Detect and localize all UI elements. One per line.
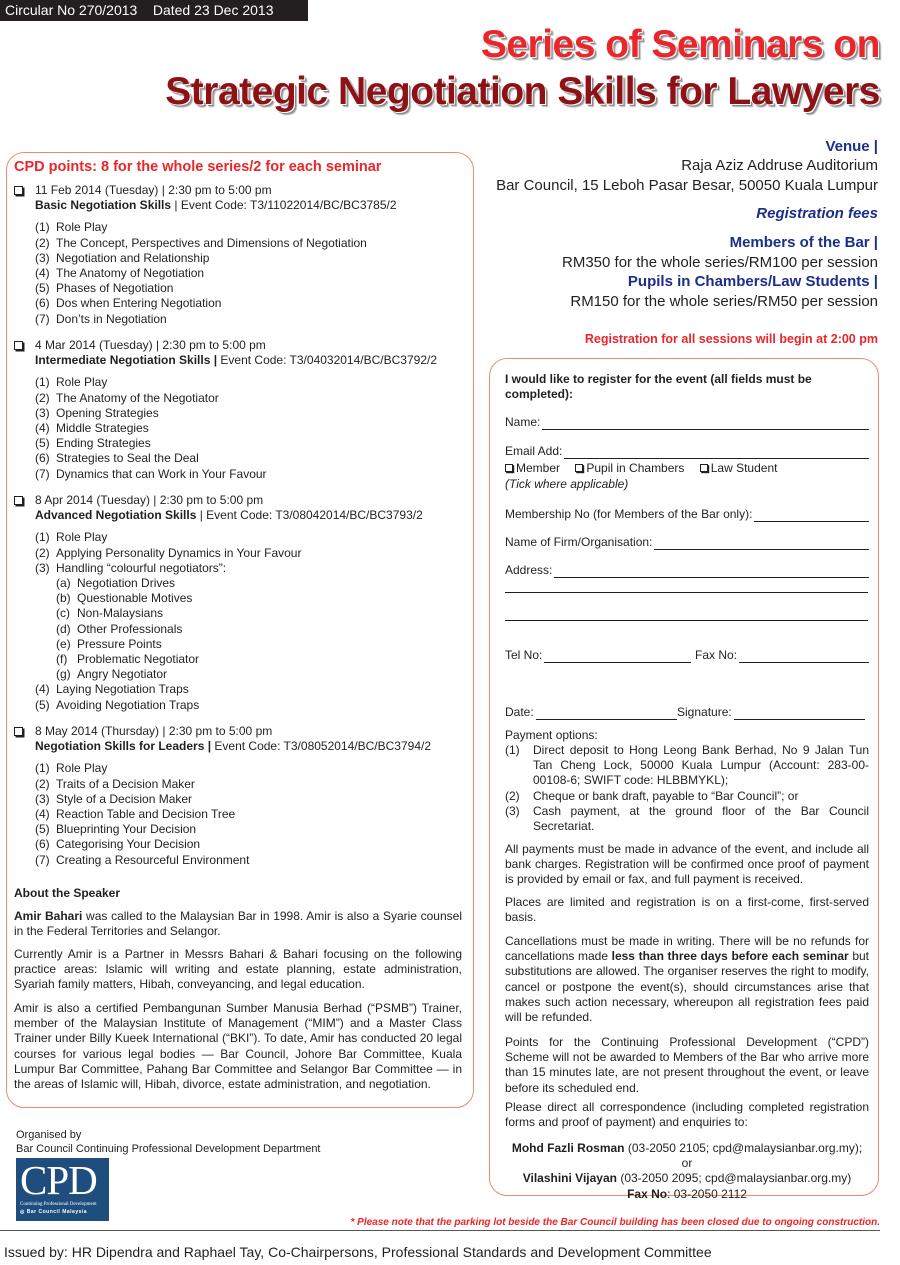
- seminar-name: Advanced Negotiation Skills: [35, 508, 197, 523]
- members-fee-heading: Members of the Bar |: [729, 234, 878, 251]
- membership-input-line[interactable]: [754, 510, 869, 522]
- pupils-fee-value: RM150 for the whole series/RM50 per session: [570, 293, 878, 310]
- topic-item: (6) Strategies to Seal the Deal: [35, 451, 199, 466]
- topic-item: (3) Opening Strategies: [35, 405, 159, 420]
- footer-divider: [0, 1230, 880, 1231]
- organiser-department: Bar Council Continuing Professional Development Department: [16, 1143, 321, 1155]
- speaker-para-3: Amir is also a certified Pembangunan Sumber Manusia Berhad (“PSMB”) Trainer, member of the Malaysian Institute of Management (“MIM”) and a Master Class Trainer under Billy Kueek International (“BKI”). To date, Amir has conducted 20 legal courses for various legal bodies — Bar Council, Johore Bar Committee, Kuala Lumpur Bar Committee, Pahang Bar Committee and Selangor Bar Committee — in the areas of Islamic will, Hibah, divorce, estate administration, and negotiation.: [14, 1001, 462, 1092]
- seminar-schedule: 8 Apr 2014 (Tuesday) | 2:30 pm to 5:00 pm: [35, 493, 264, 507]
- name-field[interactable]: Name:: [505, 415, 869, 430]
- topic-item: (1) Role Play: [35, 375, 108, 390]
- payment-option: (3) Cash payment, at the ground floor of the Bar Council Secretariat.: [505, 803, 869, 834]
- firm-input-line[interactable]: [654, 538, 869, 550]
- circular-banner: [0, 0, 308, 21]
- topic-item: (1) Role Play: [35, 530, 108, 545]
- topic-list: [14, 375, 437, 481]
- topic-item: (4) The Anatomy of Negotiation: [35, 266, 205, 281]
- issued-by: Issued by: HR Dipendra and Raphael Tay, Co-Chairpersons, Professional Standards and Development Committee: [4, 1244, 712, 1260]
- fax-input-line[interactable]: [739, 651, 869, 663]
- circular-date: Dated 23 Dec 2013: [152, 2, 274, 18]
- topic-list: [14, 530, 423, 712]
- subtopic-item: (g) Angry Negotiator: [56, 667, 168, 682]
- registration-start-note: Registration for all sessions will begin at 2:00 pm: [584, 332, 878, 346]
- topic-item: (3) Handling “colourful negotiators”:: [35, 560, 227, 575]
- subtopic-item: (e) Pressure Points: [56, 636, 162, 651]
- topic-list: [14, 220, 397, 326]
- topic-item: (2) The Concept, Perspectives and Dimensions of Negotiation: [35, 235, 367, 250]
- venue-heading: Venue |: [825, 138, 878, 155]
- speaker-para-2: Currently Amir is a Partner in Messrs Bahari & Bahari focusing on the following practice areas: Islamic will writing and estate planning, estate administration, Syariah family matters, Hibah, conveyancing, and legal education.: [14, 947, 462, 992]
- name-input-line[interactable]: [542, 418, 869, 430]
- venue-line-2: Bar Council, 15 Leboh Pasar Besar, 50050 Kuala Lumpur: [496, 177, 878, 194]
- law-student-checkbox[interactable]: Law Student: [700, 461, 778, 476]
- topic-item: (6) Categorising Your Decision: [35, 837, 201, 852]
- payment-options-list: [505, 743, 869, 834]
- correspondence-note: Please direct all correspondence (including completed registration forms and proof of payment) and enquiries to:: [505, 1100, 869, 1130]
- topic-item: (5) Phases of Negotiation: [35, 281, 174, 296]
- event-code: | Event Code: T3/11022014/BC/BC3785/2: [171, 198, 397, 213]
- seminar-schedule: 8 May 2014 (Thursday) | 2:30 pm to 5:00 pm: [35, 724, 273, 738]
- payment-heading: Payment options:: [505, 728, 598, 742]
- topic-item: (2) Applying Personality Dynamics in Your Favour: [35, 545, 302, 560]
- tel-field[interactable]: Tel No:: [505, 648, 691, 663]
- checkbox-icon: [14, 727, 23, 736]
- contact-2: Vilashini Vijayan (03-2050 2095; cpd@malaysianbar.org.my): [522, 1171, 852, 1186]
- payment-option: (2) Cheque or bank draft, payable to “Bar Council”; or: [505, 788, 799, 803]
- fax-field[interactable]: Fax No:: [695, 648, 869, 663]
- topic-item: (1) Role Play: [35, 220, 108, 235]
- speaker-para-1: Amir Bahari was called to the Malaysian Bar in 1998. Amir is also a Syarie counsel in the Federal Territories and Selangor.: [14, 909, 462, 939]
- topic-item: (2) The Anatomy of the Negotiator: [35, 390, 219, 405]
- subtopic-item: (a) Negotiation Drives: [56, 576, 176, 591]
- cancellation-note: Cancellations must be made in writing. There will be no refunds for cancellations made less than three days before each seminar but substitutions are allowed. The organiser reserves the right to modify, cancel or postpone the event(s), should circumstances arise that makes such action necessary, whereupon all registration fees paid will be refunded.: [505, 934, 870, 1025]
- cpd-logo: CPD Continuing Professional Development ◎ Bar Council Malaysia: [16, 1158, 109, 1221]
- topic-item: (3) Negotiation and Relationship: [35, 250, 210, 265]
- checkbox-icon: [14, 341, 23, 350]
- pupils-fee-heading: Pupils in Chambers/Law Students |: [627, 273, 878, 290]
- event-code: Event Code: T3/04032014/BC/BC3792/2: [217, 353, 437, 368]
- topic-item: (3) Style of a Decision Maker: [35, 791, 193, 806]
- tel-input-line[interactable]: [544, 651, 691, 663]
- seminar-1: [14, 183, 397, 327]
- event-code: Event Code: T3/08052014/BC/BC3794/2: [211, 739, 431, 754]
- parking-note: * Please note that the parking lot beside the Bar Council building has been closed due to ongoing construction.: [350, 1217, 880, 1228]
- advance-payment-note: All payments must be made in advance of the event, and include all bank charges. Registration will be confirmed once proof of payment is provided by email or fax, and full payment is received.: [505, 842, 869, 887]
- topic-item: (4) Reaction Table and Decision Tree: [35, 807, 236, 822]
- registration-fees-heading: Registration fees: [756, 205, 878, 222]
- topic-list: [14, 761, 431, 867]
- subtopic-item: (d) Other Professionals: [56, 621, 183, 636]
- address-line-3[interactable]: [505, 620, 868, 621]
- address-input-line[interactable]: [554, 566, 869, 578]
- topic-item: (4) Laying Negotiation Traps: [35, 682, 189, 697]
- contact-1: Mohd Fazli Rosman (03-2050 2105; cpd@malaysianbar.org.my); or: [511, 1141, 863, 1171]
- date-input-line[interactable]: [536, 708, 677, 720]
- organised-by-label: Organised by: [16, 1129, 82, 1141]
- tel-fax-row: [505, 648, 869, 663]
- members-fee-value: RM350 for the whole series/RM100 per session: [562, 254, 878, 271]
- seminar-name: Intermediate Negotiation Skills |: [35, 353, 218, 368]
- cpd-points-heading: CPD points: 8 for the whole series/2 for each seminar: [14, 159, 382, 175]
- organiser-block: [16, 1128, 321, 1156]
- date-field[interactable]: Date:: [505, 705, 677, 720]
- checkbox-icon: [14, 496, 23, 505]
- seminar-3: [14, 493, 423, 713]
- checkbox-icon: [700, 464, 708, 472]
- address-line-2[interactable]: [505, 592, 868, 593]
- cpd-points-note: Points for the Continuing Professional Development (“CPD”) Scheme will not be awarded to Members of the Bar who arrive more than 15 minutes late, are not present throughout the event, or leave before its scheduled end.: [505, 1035, 869, 1095]
- contact-list: [505, 1141, 869, 1202]
- topic-item: (5) Avoiding Negotiation Traps: [35, 697, 200, 712]
- pupil-checkbox[interactable]: Pupil in Chambers: [575, 461, 684, 476]
- seminar-2: [14, 338, 437, 482]
- email-input-line[interactable]: [564, 447, 869, 459]
- checkbox-icon: [14, 186, 23, 195]
- checkbox-icon: [575, 464, 583, 472]
- venue-line-1: Raja Aziz Addruse Auditorium: [681, 157, 878, 174]
- subtopic-item: (b) Questionable Motives: [56, 591, 193, 606]
- seminar-name: Basic Negotiation Skills: [35, 198, 172, 213]
- tick-note: (Tick where applicable): [505, 477, 629, 491]
- member-checkbox[interactable]: Member: [505, 461, 560, 476]
- membership-no-field[interactable]: Membership No (for Members of the Bar only):: [505, 507, 869, 522]
- about-speaker-heading: About the Speaker: [14, 886, 121, 900]
- subtopic-item: (f) Problematic Negotiator: [56, 652, 200, 667]
- topic-item: (7) Don’ts in Negotiation: [35, 311, 167, 326]
- title-line-2: Strategic Negotiation Skills for Lawyers: [165, 70, 880, 113]
- seminar-schedule: 11 Feb 2014 (Tuesday) | 2:30 pm to 5:00 pm: [35, 183, 272, 197]
- date-signature-row: [505, 705, 869, 720]
- topic-item: (5) Blueprinting Your Decision: [35, 822, 197, 837]
- topic-item: (4) Middle Strategies: [35, 421, 149, 436]
- member-type-options: [505, 461, 869, 476]
- checkbox-icon: [505, 464, 513, 472]
- payment-option: (1) Direct deposit to Hong Leong Bank Berhad, No 9 Jalan Tun Tan Cheng Lock, 50000 Kuala Lumpur (Account: 283-00-00108-6; SWIFT code: HLBBMYKL);: [505, 743, 869, 788]
- seminar-name: Negotiation Skills for Leaders |: [35, 739, 212, 754]
- fax-contact: Fax No: 03-2050 2112: [627, 1186, 747, 1201]
- subtopic-item: (c) Non-Malaysians: [56, 606, 164, 621]
- topic-item: (7) Dynamics that can Work in Your Favour: [35, 466, 267, 481]
- address-field[interactable]: Address:: [505, 563, 869, 578]
- topic-item: (2) Traits of a Decision Maker: [35, 776, 195, 791]
- topic-item: (7) Creating a Resourceful Environment: [35, 852, 250, 867]
- seminar-4: [14, 724, 431, 868]
- firm-field[interactable]: Name of Firm/Organisation:: [505, 535, 869, 550]
- topic-item: (6) Dos when Entering Negotiation: [35, 296, 222, 311]
- circular-number: Circular No 270/2013: [5, 2, 138, 18]
- title-line-1: Series of Seminars on: [480, 23, 880, 66]
- speaker-name: Amir Bahari: [14, 909, 83, 923]
- topic-item: (5) Ending Strategies: [35, 436, 151, 451]
- seminar-schedule: 4 Mar 2014 (Tuesday) | 2:30 pm to 5:00 pm: [35, 338, 266, 352]
- email-field[interactable]: Email Add:: [505, 444, 869, 459]
- form-heading: I would like to register for the event (all fields must be completed):: [505, 372, 812, 402]
- signature-input-line[interactable]: [734, 708, 865, 720]
- event-code: | Event Code: T3/08042014/BC/BC3793/2: [196, 508, 423, 523]
- places-note: Places are limited and registration is on a first-come, first-served basis.: [505, 895, 869, 925]
- topic-item: (1) Role Play: [35, 761, 108, 776]
- signature-field[interactable]: Signature:: [677, 705, 865, 720]
